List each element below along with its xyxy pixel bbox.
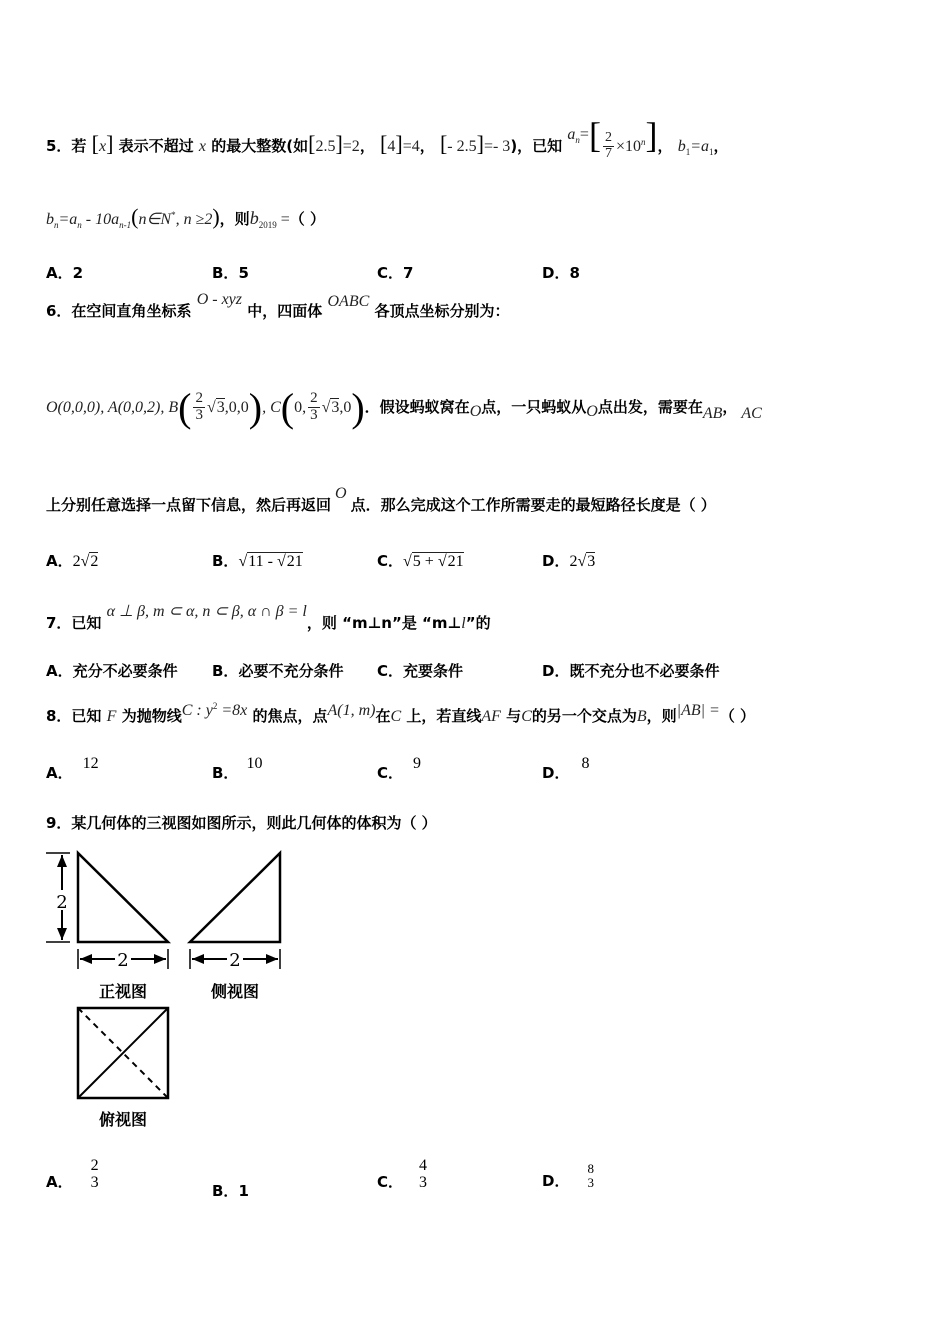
q7-option-b[interactable]: B．必要不充分条件 — [212, 662, 344, 680]
side-view-label: 侧视图 — [210, 982, 260, 1001]
q8-option-a[interactable]: A．12 — [46, 755, 99, 782]
q6-line2: O(0,0,0), A(0,0,2), B( $\frac{2}{3}$ √3,0,0), C(0, $\frac{2}{3}$ √3,0)．假设蚂蚁窝在O点，一只蚂蚁从O点出发，需要在AB， AC — [46, 385, 762, 430]
q6-option-b[interactable]: B．√11 - √21 — [212, 552, 303, 570]
q7-stem: 7．已知 α ⊥ β, m ⊂ α, n ⊂ β, α ∩ β = l，则 “m⊥n”是 “m⊥l”的 — [46, 603, 491, 632]
dim-width-front-label: 2 — [117, 950, 129, 971]
q9-option-d[interactable]: D． 8 3 — [542, 1161, 594, 1191]
top-view-solid-diagonal — [78, 1008, 168, 1098]
dim-width-side-label: 2 — [229, 950, 241, 971]
q9-number: 9．某几何体的三视图如图所示，则此几何体的体积为（ ） — [46, 814, 437, 832]
q5-option-c[interactable]: C．7 — [377, 264, 414, 282]
q8-option-b[interactable]: B．10 — [212, 755, 263, 782]
front-view-label: 正视图 — [98, 982, 148, 1001]
q6-line3: 上分别任意选择一点留下信息，然后再返回O点．那么完成这个工作所需要走的最短路径长度是（ ） — [46, 485, 716, 514]
q6-option-d[interactable]: D．2√3 — [542, 552, 596, 570]
side-view-triangle — [190, 853, 280, 942]
q6-option-c[interactable]: C．√5 + √21 — [377, 552, 464, 570]
q5-an-formula: $a_n=$ — [567, 126, 589, 145]
q6-option-a[interactable]: A．2√2 — [46, 552, 99, 570]
q5-line2: $b_n=a_n$ - $10a_{n-1}(n\in N^*$, n ≥2)，则$b_{2019}$ =（ ） — [46, 204, 325, 230]
q5-option-b[interactable]: B．5 — [212, 264, 249, 282]
q9-stem — [46, 812, 437, 833]
q8-option-c[interactable]: C．9 — [377, 755, 422, 782]
q9-option-b[interactable]: B．1 — [212, 1182, 249, 1200]
q6-line1: 6．在空间直角坐标系 O - xyz 中，四面体 OABC 各顶点坐标分别为： — [46, 291, 510, 320]
q5-number: 5．若 — [46, 137, 87, 155]
front-view-triangle — [78, 853, 168, 942]
q5-option-d[interactable]: D．8 — [542, 264, 580, 282]
three-view-figure — [40, 845, 290, 1135]
q8-stem: 8．已知 F 为抛物线C : $y^2 =8x$ 的焦点，点A(1, m)在C 上，若直线AF 与C的另一个交点为B，则|AB| =（ ） — [46, 701, 756, 725]
dim-height-label: 2 — [56, 892, 68, 913]
q6-number: 6．在空间直角坐标系 — [46, 302, 192, 320]
q7-option-a[interactable]: A．充分不必要条件 — [46, 662, 178, 680]
q9-option-a[interactable]: A． 2 3 — [46, 1157, 99, 1192]
q8-option-d[interactable]: D．8 — [542, 755, 590, 782]
q8-number: 8．已知 — [46, 707, 102, 725]
q9-option-c[interactable]: C． 4 3 — [377, 1157, 428, 1192]
q5-option-a[interactable]: A．2 — [46, 264, 84, 282]
q5-line1: 5．若 [x] 表示不超过 x 的最大整数(如[2.5]=2， [4]=4， [- 2.5]=- 3)，已知 $a_n=$[ $\frac{2}{7}$ $\times 10^n$]， $b_1=a_1$， — [46, 115, 729, 161]
q7-option-c[interactable]: C．充要条件 — [377, 662, 464, 680]
q7-number: 7．已知 — [46, 614, 102, 632]
q7-option-d[interactable]: D．既不充分也不必要条件 — [542, 662, 720, 680]
top-view-label: 俯视图 — [98, 1110, 148, 1129]
